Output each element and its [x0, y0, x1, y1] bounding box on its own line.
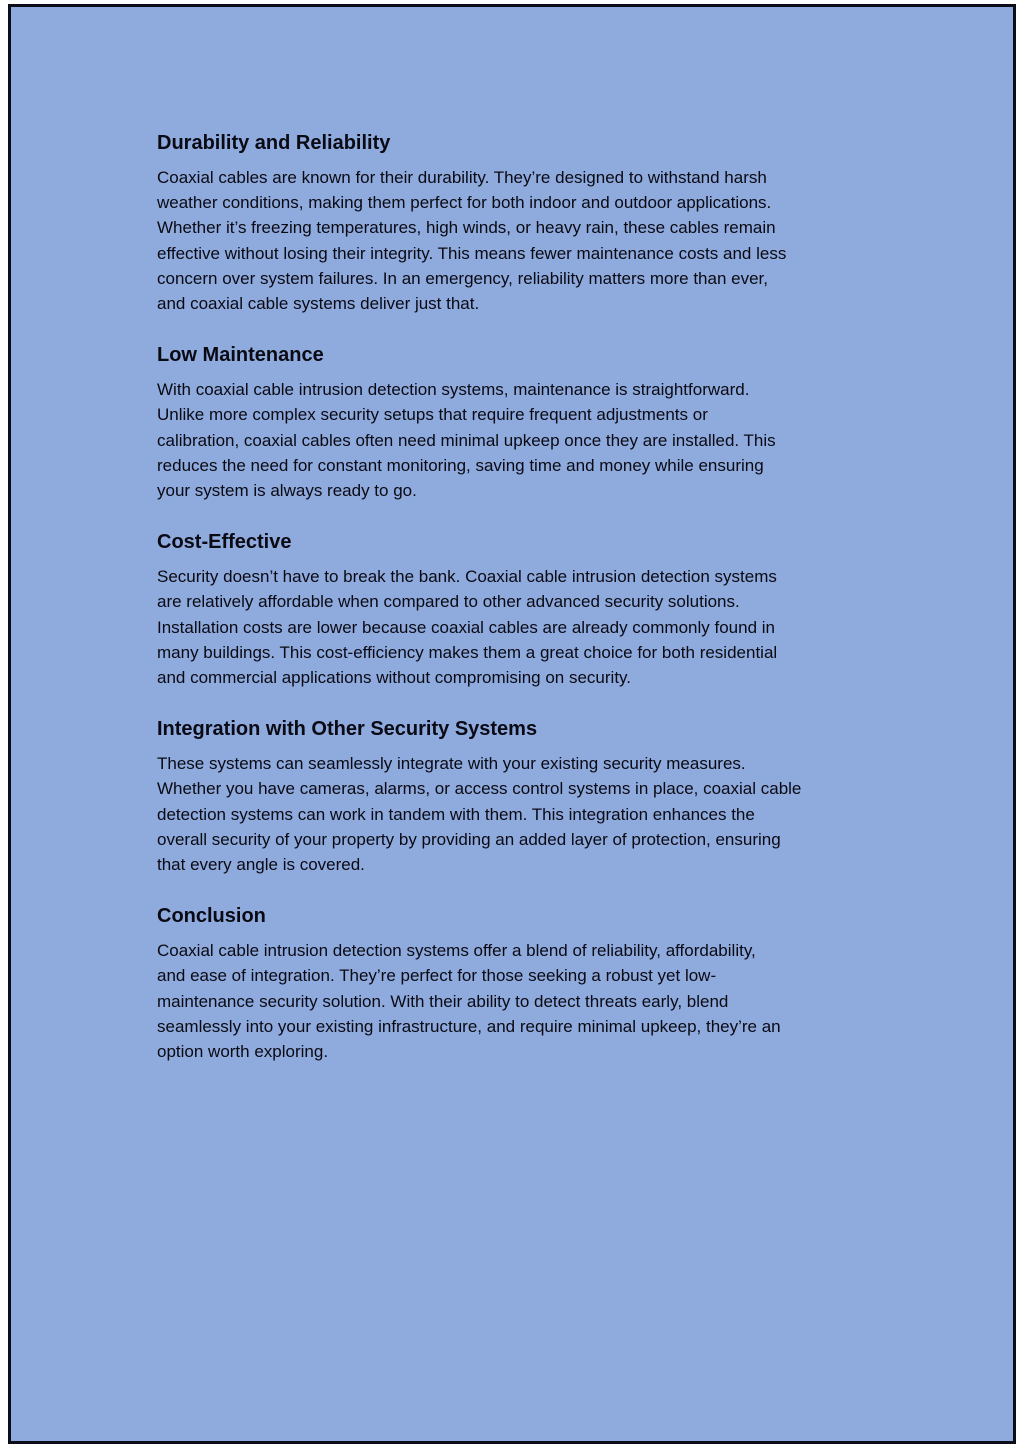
document-page [8, 4, 1016, 1444]
section-integration [157, 711, 877, 877]
text-line: Security doesn’t have to break the bank. Coaxial cable intrusion detection systems [157, 567, 777, 587]
text-line: Installation costs are lower because coaxial cables are already commonly found in [157, 617, 775, 637]
section-paragraph [157, 938, 877, 1064]
section-durability [157, 125, 877, 316]
text-line: Unlike more complex security setups that require frequent adjustments or [157, 405, 708, 425]
text-line: concern over system failures. In an emergency, reliability matters more than ever, [157, 268, 768, 288]
text-line: Whether you have cameras, alarms, or access control systems in place, coaxial cable [157, 779, 802, 799]
article-body [157, 125, 877, 1085]
text-line: and commercial applications without compromising on security. [157, 668, 631, 688]
section-paragraph [157, 751, 877, 877]
section-heading: Cost-Effective [157, 531, 292, 554]
text-line: and coaxial cable systems deliver just that. [157, 294, 480, 314]
text-line: seamlessly into your existing infrastructure, and require minimal upkeep, they’re an [157, 1016, 781, 1036]
section-heading: Integration with Other Security Systems [157, 718, 538, 741]
text-line: effective without losing their integrity. This means fewer maintenance costs and less [157, 243, 787, 263]
text-line: option worth exploring. [157, 1042, 329, 1062]
text-line: With coaxial cable intrusion detection systems, maintenance is straightforward. [157, 380, 750, 400]
section-conclusion [157, 898, 877, 1064]
text-line: many buildings. This cost-efficiency makes them a great choice for both residential [157, 642, 778, 662]
section-heading: Conclusion [157, 905, 266, 928]
text-line: detection systems can work in tandem with them. This integration enhances the [157, 804, 755, 824]
text-line: and ease of integration. They’re perfect for those seeking a robust yet low- [157, 966, 717, 986]
section-paragraph [157, 377, 877, 503]
section-low-maintenance [157, 337, 877, 503]
text-line: that every angle is covered. [157, 855, 365, 875]
text-line: calibration, coaxial cables often need minimal upkeep once they are installed. This [157, 430, 776, 450]
text-line: weather conditions, making them perfect for both indoor and outdoor applications. [157, 193, 772, 213]
section-paragraph [157, 564, 877, 690]
section-heading: Low Maintenance [157, 344, 324, 367]
text-line: your system is always ready to go. [157, 481, 417, 501]
text-line: Whether it’s freezing temperatures, high winds, or heavy rain, these cables remain [157, 218, 776, 238]
text-line: maintenance security solution. With their ability to detect threats early, blend [157, 991, 729, 1011]
section-cost-effective [157, 524, 877, 690]
section-heading: Durability and Reliability [157, 132, 391, 154]
text-line: reduces the need for constant monitoring, saving time and money while ensuring [157, 455, 764, 475]
text-line: These systems can seamlessly integrate with your existing security measures. [157, 754, 746, 774]
section-paragraph [157, 165, 877, 316]
text-line: Coaxial cables are known for their durability. They’re designed to withstand harsh [157, 168, 767, 187]
text-line: overall security of your property by providing an added layer of protection, ensuring [157, 829, 781, 849]
text-line: Coaxial cable intrusion detection systems offer a blend of reliability, affordability, [157, 941, 756, 961]
text-line: are relatively affordable when compared to other advanced security solutions. [157, 592, 740, 612]
